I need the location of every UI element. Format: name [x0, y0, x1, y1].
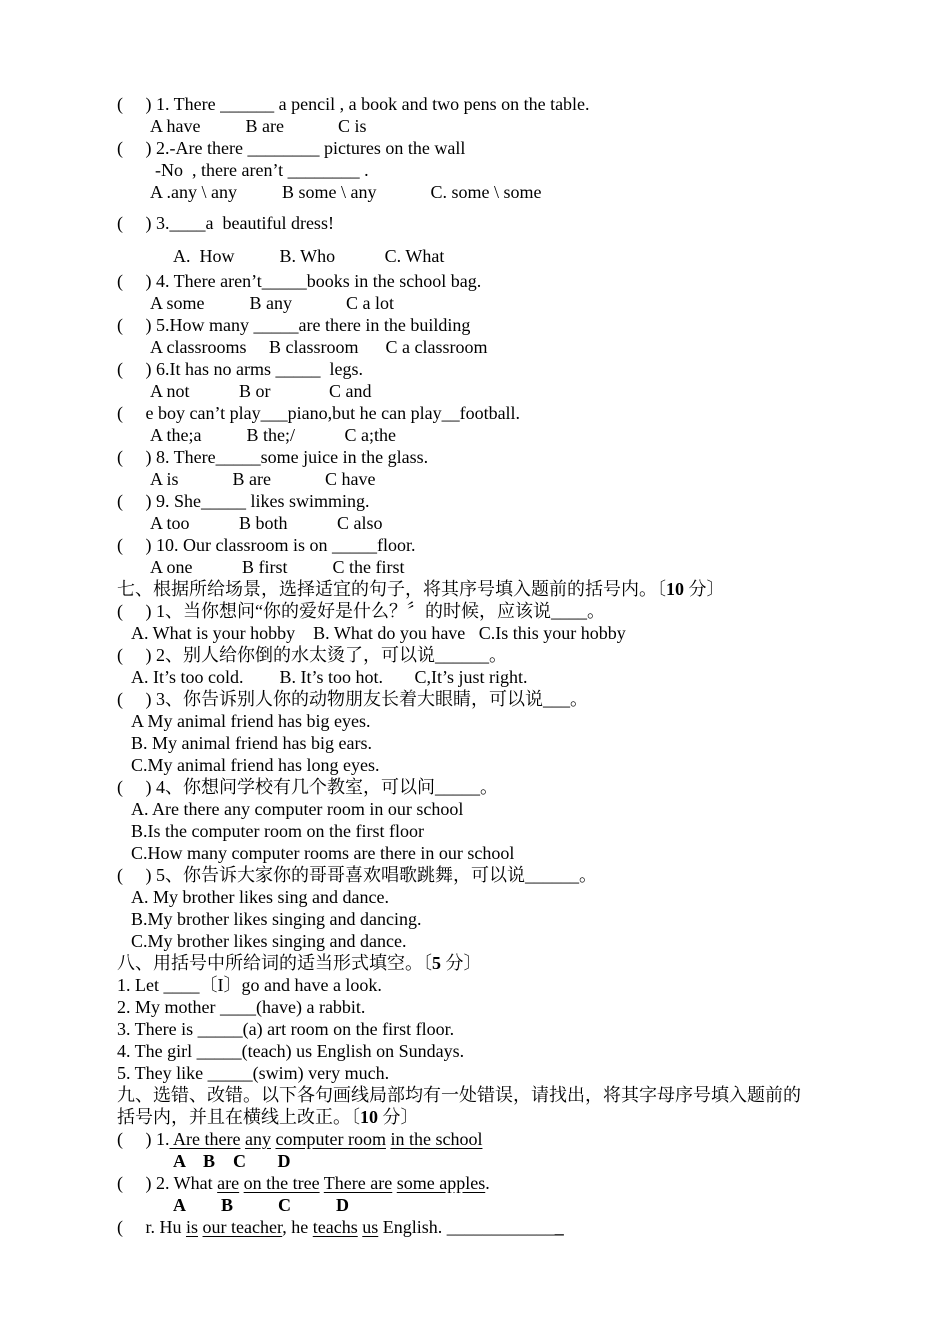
text-segment: ( r. Hu	[117, 1217, 186, 1237]
text-segment: ( ) 1、当你想问“你的爱好是什么？〞的时候，应该说____。	[117, 601, 605, 621]
text-line	[150, 115, 366, 137]
text-line	[117, 1128, 482, 1150]
text-line	[117, 600, 605, 622]
text-segment: A My animal friend has big eyes.	[131, 711, 371, 731]
text-segment: ( ) 2.-Are there ________ pictures on the wall	[117, 138, 466, 158]
text-segment: A classrooms B classroom C a classroom	[150, 337, 488, 357]
text-segment: A. My brother likes sing and dance.	[131, 887, 389, 907]
text-line	[131, 622, 626, 644]
text-line	[117, 578, 725, 600]
text-segment: A B C D	[173, 1195, 350, 1215]
text-segment: A. It’s too cold. B. It’s too hot. C,It’s just right.	[131, 667, 528, 687]
text-line	[131, 754, 379, 776]
text-line	[131, 908, 421, 930]
text-line	[131, 930, 406, 952]
text-line	[131, 666, 528, 688]
underlined-segment: are	[217, 1173, 240, 1193]
underlined-segment: is	[186, 1217, 199, 1237]
text-line	[117, 864, 597, 886]
text-segment: A have B are C is	[150, 116, 367, 136]
text-segment: 分〕	[441, 953, 482, 973]
text-segment: B. My animal friend has big ears.	[131, 733, 372, 753]
text-segment: 分〕	[378, 1107, 419, 1127]
text-segment: A is B are C have	[150, 469, 376, 489]
text-segment: 5. They like _____(swim) very much.	[117, 1063, 390, 1083]
underlined-segment: our teacher	[202, 1217, 283, 1237]
text-segment: A not B or C and	[150, 381, 372, 401]
text-segment: ( ) 5、你告诉大家你的哥哥喜欢唱歌跳舞，可以说______。	[117, 865, 597, 885]
text-line	[117, 952, 482, 974]
text-segment: ( ) 3.____a beautiful dress!	[117, 213, 334, 233]
underlined-segment: some apples	[396, 1173, 486, 1193]
text-segment: ( ) 1.	[117, 1129, 170, 1149]
text-segment: 10	[666, 579, 684, 599]
text-line	[117, 1172, 490, 1194]
text-segment: B.Is the computer room on the first floor	[131, 821, 424, 841]
text-line	[131, 886, 389, 908]
text-line	[155, 159, 369, 181]
text-line	[117, 974, 382, 996]
text-segment: ( ) 8. There_____some juice in the glass.	[117, 447, 429, 467]
text-segment: A. What is your hobby B. What do you have C.Is this your hobby	[131, 623, 626, 643]
text-line	[150, 292, 394, 314]
text-segment: 括号内，并且在横线上改正。〔	[117, 1107, 360, 1127]
text-line	[150, 556, 405, 578]
text-segment: ( ) 9. She_____ likes swimming.	[117, 491, 370, 511]
text-segment: C.How many computer rooms are there in our school	[131, 843, 515, 863]
text-line	[117, 270, 481, 292]
text-segment: A some B any C a lot	[150, 293, 394, 313]
text-segment: ( e boy can’t play___piano,but he can play__football.	[117, 403, 521, 423]
text-line	[150, 181, 541, 203]
text-segment: 1. Let ____〔I〕go and have a look.	[117, 975, 382, 995]
text-line	[150, 468, 375, 490]
text-segment: 2. My mother ____(have) a rabbit.	[117, 997, 366, 1017]
text-segment: B.My brother likes singing and dancing.	[131, 909, 422, 929]
text-line	[150, 380, 372, 402]
underlined-segment: teachs	[312, 1217, 358, 1237]
text-line	[117, 1106, 419, 1128]
text-line	[131, 820, 424, 842]
text-segment: A .any \ any B some \ any C. some \ some	[150, 182, 542, 202]
text-segment: ( ) 4. There aren’t_____books in the school bag.	[117, 271, 482, 291]
underlined-segment: computer room	[275, 1129, 386, 1149]
text-line	[150, 512, 383, 534]
underlined-segment: us	[362, 1217, 379, 1237]
text-line	[117, 137, 465, 159]
text-segment: A. Are there any computer room in our school	[131, 799, 464, 819]
underlined-segment: in the school	[390, 1129, 483, 1149]
text-segment: English. ____________	[378, 1217, 555, 1237]
text-segment: ( ) 6.It has no arms _____ legs.	[117, 359, 363, 379]
text-segment: A too B both C also	[150, 513, 383, 533]
text-segment: A. How B. Who C. What	[173, 246, 445, 266]
underlined-segment: on the tree	[243, 1173, 320, 1193]
underlined-segment: Are there	[169, 1129, 241, 1149]
text-segment: ( ) 3、你告诉别人你的动物朋友长着大眼睛，可以说___。	[117, 689, 588, 709]
text-line	[131, 798, 463, 820]
underlined-segment: There are	[323, 1173, 393, 1193]
underlined-segment: any	[244, 1129, 271, 1149]
text-segment: ( ) 2. What	[117, 1173, 218, 1193]
text-segment: 七、根据所给场景，选择适宜的句子，将其序号填入题前的括号内。〔	[117, 579, 666, 599]
text-segment: 九、选错、改错。以下各句画线局部均有一处错误，请找出，将其字母序号填入题前的	[117, 1085, 801, 1105]
text-segment: 4. The girl _____(teach) us English on Sundays.	[117, 1041, 465, 1061]
text-segment: 5	[432, 953, 441, 973]
text-line	[117, 93, 590, 115]
text-line	[117, 776, 498, 798]
text-line	[117, 446, 428, 468]
text-line	[131, 710, 370, 732]
text-segment: A B C D	[173, 1151, 291, 1171]
text-line	[117, 490, 370, 512]
text-segment: , he	[282, 1217, 313, 1237]
text-line	[117, 996, 365, 1018]
text-segment: -No , there aren’t ________ .	[155, 160, 369, 180]
text-segment: 分〕	[684, 579, 725, 599]
text-line	[117, 534, 415, 556]
text-line	[117, 358, 363, 380]
text-line	[117, 1084, 801, 1106]
text-segment: _	[554, 1217, 564, 1237]
text-line	[173, 1150, 291, 1172]
text-segment: 八、用括号中所给词的适当形式填空。〔	[117, 953, 432, 973]
text-segment: ( ) 2、别人给你倒的水太烫了，可以说______。	[117, 645, 507, 665]
text-segment: C.My brother likes singing and dance.	[131, 931, 407, 951]
text-segment: ( ) 5.How many _____are there in the building	[117, 315, 471, 335]
text-segment: ( ) 4、你想问学校有几个教室，可以问_____。	[117, 777, 498, 797]
text-line	[131, 732, 372, 754]
text-segment: 3. There is _____(a) art room on the first floor.	[117, 1019, 455, 1039]
text-line	[150, 336, 487, 358]
text-line	[117, 1216, 564, 1238]
text-line	[117, 1018, 454, 1040]
text-line	[173, 1194, 349, 1216]
text-segment: A one B first C the first	[150, 557, 405, 577]
text-line	[117, 212, 334, 234]
text-line	[117, 1040, 464, 1062]
text-line	[117, 1062, 389, 1084]
text-line	[150, 424, 396, 446]
text-line	[117, 644, 507, 666]
text-line	[117, 402, 520, 424]
text-segment: ( ) 10. Our classroom is on _____floor.	[117, 535, 416, 555]
text-line	[117, 688, 588, 710]
text-segment: .	[485, 1173, 490, 1193]
text-segment: A the;a B the;/ C a;the	[150, 425, 396, 445]
text-segment: ( ) 1. There ______ a pencil , a book and two pens on the table.	[117, 94, 590, 114]
text-line	[117, 314, 470, 336]
text-segment: 10	[360, 1107, 378, 1127]
text-line	[131, 842, 514, 864]
text-line	[173, 245, 444, 267]
text-segment: C.My animal friend has long eyes.	[131, 755, 380, 775]
